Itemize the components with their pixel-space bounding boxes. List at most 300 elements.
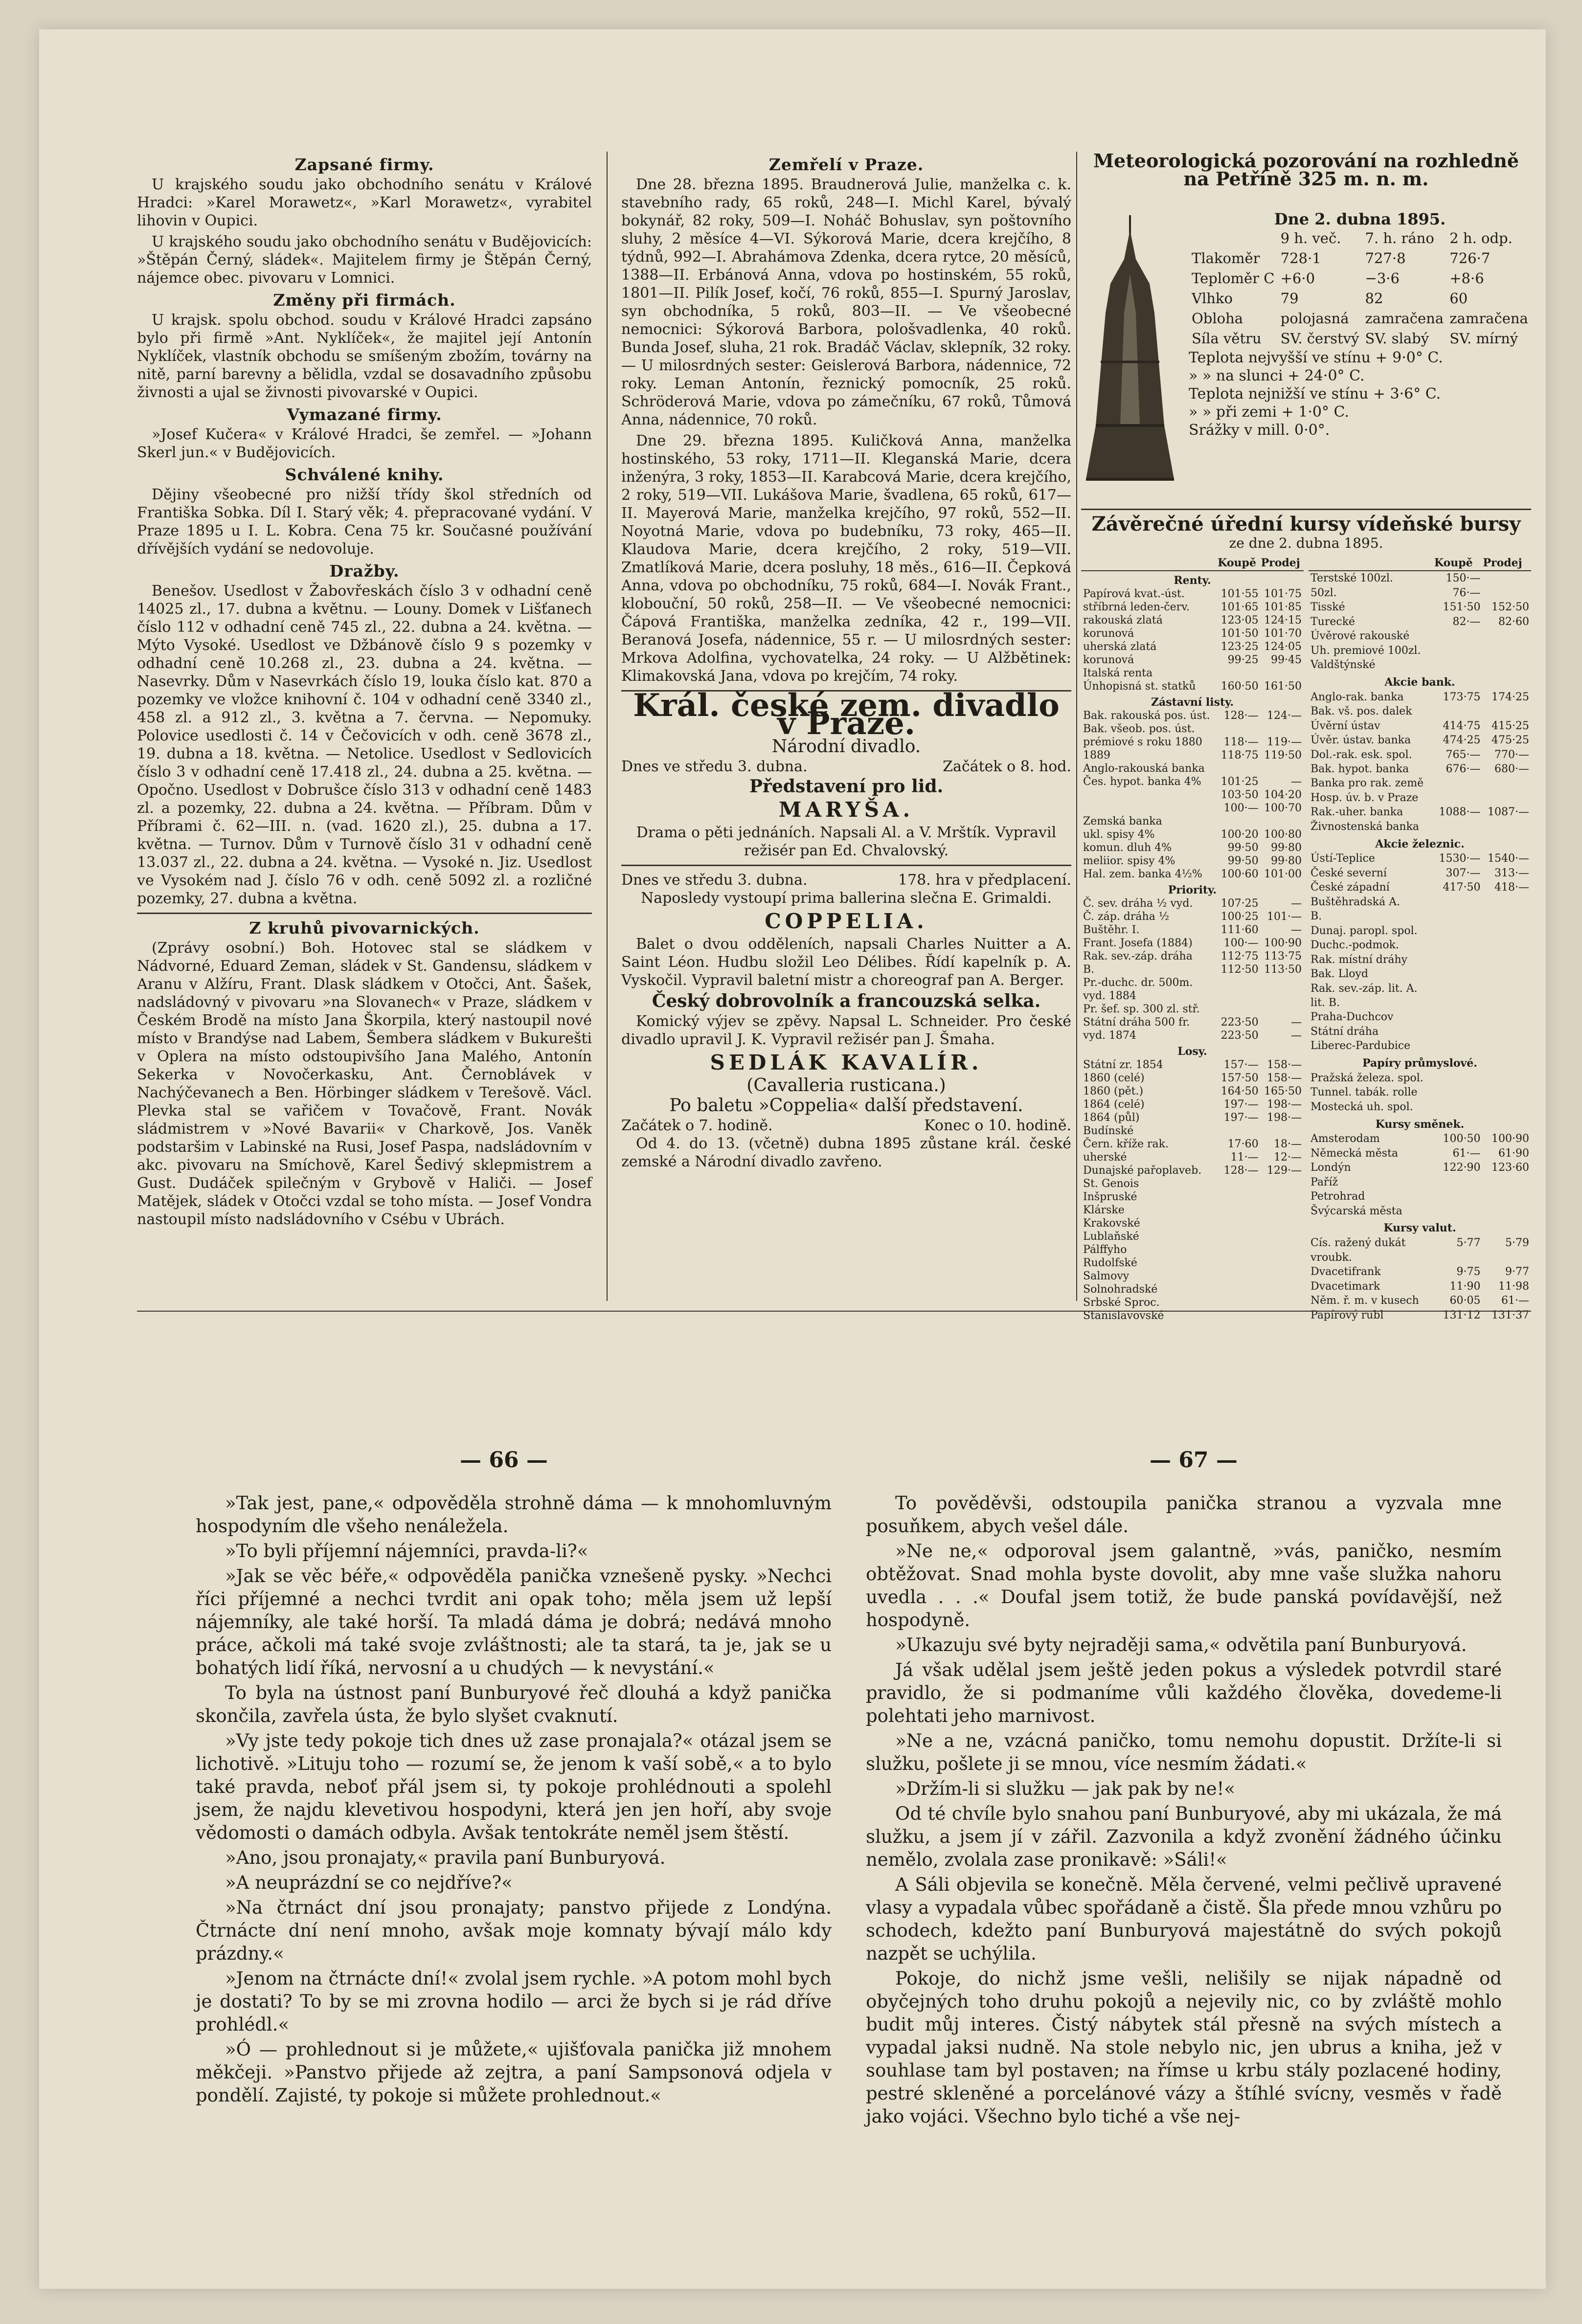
table-cell: 5·79 [1505, 1237, 1529, 1250]
table-cell: 82·— [1452, 615, 1481, 628]
table-cell [1261, 1217, 1304, 1230]
table-row [1081, 571, 1304, 587]
table-row [1081, 923, 1304, 937]
table-cell: Pr. šef. sp. 300 zl. stř. [1083, 1003, 1200, 1015]
table-cell: Salmovy [1083, 1270, 1130, 1282]
table-cell: 113·50 [1264, 963, 1302, 976]
table-cell: 165·50 [1264, 1085, 1302, 1097]
table-cell [1261, 667, 1304, 680]
table-section-heading: Akcie železnic. [1375, 837, 1465, 850]
table-row [1309, 1071, 1531, 1085]
table-cell: Dvacetimark [1311, 1280, 1380, 1293]
table-cell: 11·98 [1498, 1280, 1529, 1293]
table-cell: 223·50 [1220, 1029, 1259, 1042]
table-cell: Bak. všeob. pos. úst. [1083, 723, 1195, 735]
table-cell: 119·50 [1264, 749, 1302, 761]
table-cell: 101·25 [1220, 776, 1259, 788]
table-row [1309, 615, 1531, 629]
table-cell [1261, 1283, 1304, 1296]
table-cell [1434, 1100, 1483, 1114]
story-paragraph: »Jak se věc béře,« odpověděla panička vznešeně pysky. »Nechci říci příjemné a nechci tvrdit ani opak toho; měla jsem už lepší nájemníky, ale také horší. Ta mladá dáma je dobrá; nedává mnoho práce, ačkoli má také svoje zvláštnosti; ale ta stará, ta je, jak se u bohatých lidí říká, nervosní a u chudých — k nevystání.« [196, 1565, 832, 1678]
table-cell: Dol.-rak. esk. spol. [1311, 748, 1412, 761]
table-cell: korunová [1083, 654, 1134, 666]
table-cell: 415·25 [1492, 719, 1529, 732]
paragraph: Dne 28. března 1895. Braudnerová Julie, manželka c. k. stavebního rady, 65 roků, 248—I. Michl Karel, bývalý bokynář, 82 roky, 509—I. Noháč Bohuslav, syn poštovního sluhy, 2 měsíce 4—VI. Sýkorová Marie, dcera krejčího, 8 týdnů, 992—I. Abrahámova Zdenka, dcera rytce, 20 měsíců, 1388—II. Erbánová Anna, vdova po hostinském, 55 roků, 1801—II. Pilík Josef, kočí, 76 roků, 855—I. Spurný Jaroslav, syn obchodníka, 5 roků, 803—II. — Ve všeobecné nemocnici: Sýkorová Barbora, pološvadlenka, 40 roků. Bunda Josef, sluha, 21 rok. Bradáč Václav, sklepník, 32 roky. — U milosrdných sester: Geislerová Barbora, nádennice, 72 roky. Leman Antonín, řeznický pomocník, 25 roků. Schröderová Marie, vdova po zámečníku, 67 roků, Tůmová Anna, nádennice, 70 roků. [621, 176, 1071, 428]
table-cell [1434, 1085, 1483, 1099]
table-row [1309, 1039, 1531, 1053]
table-row [1309, 805, 1531, 819]
table-cell [1482, 820, 1531, 834]
table-cell [1261, 1177, 1304, 1190]
table-header-cell [1081, 556, 1217, 571]
story-paragraph: To pověděvši, odstoupila panička stranou a vyzvala mne posuňkem, abych vešel dále. [866, 1493, 1502, 1537]
paragraph: U krajského soudu jako obchodního senátu v Budějovicích: »Štěpán Černý, sládek«. Majitelem firmy je Štěpán Černý, nájemce obec. pivovaru v Lomnici. [137, 233, 592, 287]
table-cell: 101·85 [1264, 601, 1302, 613]
table-cell: Úvěrové rakouské [1311, 630, 1410, 643]
story-paragraph: »Na čtrnáct dní jsou pronajaty; panstvo přijede z Londýna. Čtrnácte dní není mnoho, avšak moje komnaty bývají málo kdy prázdny.« [196, 1897, 832, 1964]
table-row [1081, 775, 1304, 788]
table-cell [1434, 938, 1483, 952]
table-cell: 475·25 [1492, 734, 1529, 747]
table-row [1081, 1042, 1304, 1058]
table-cell: 101·50 [1220, 627, 1259, 640]
table-row [1309, 1100, 1531, 1114]
table-cell: 174·25 [1492, 691, 1529, 703]
table-cell: Pálffyho [1083, 1244, 1127, 1256]
play-title: MARYŠA. [778, 798, 914, 822]
table-cell: Tisské [1311, 601, 1345, 614]
theatre-subtitle: Národní divadlo. [771, 737, 921, 757]
table-cell [1482, 1204, 1531, 1218]
table-row [1081, 709, 1304, 722]
table-cell: Obloha [1192, 310, 1243, 327]
table-cell: 727·8 [1365, 250, 1406, 267]
table-cell: Rak. sev.-záp. dráha [1083, 950, 1193, 962]
table-cell [1217, 1270, 1260, 1283]
table-cell [1261, 1243, 1304, 1256]
table-cell: lit. B. [1311, 997, 1340, 1009]
table-cell: 99·80 [1271, 855, 1302, 867]
meteo-table [1189, 228, 1531, 349]
table-cell: 124·15 [1264, 614, 1302, 626]
table-cell [1434, 1039, 1483, 1053]
table-cell [1434, 776, 1483, 790]
table-cell: 99·45 [1271, 654, 1302, 666]
table-cell: 100·20 [1220, 828, 1259, 841]
table-cell: Státní dráha 500 fr. [1083, 1016, 1190, 1028]
table-cell [1482, 1010, 1531, 1024]
table-cell: 50zl. [1311, 586, 1337, 599]
table-row [1309, 1025, 1531, 1039]
table-row [1081, 1124, 1304, 1138]
table-cell [1217, 667, 1260, 680]
table-cell: Úvěrní ústav [1311, 719, 1380, 732]
table-cell [1482, 981, 1531, 995]
performance-label: Představení pro lid. [749, 776, 944, 797]
table-cell: 103·50 [1220, 789, 1259, 801]
table-cell [1434, 1010, 1483, 1024]
table-cell: — [1291, 1016, 1302, 1028]
page-number: — 67 — [1150, 1448, 1238, 1473]
table-row [1081, 1164, 1304, 1177]
table-cell: prémiové s roku 1880 [1083, 736, 1202, 748]
table-cell: 118·— [1223, 736, 1259, 748]
table-cell: Německá města [1311, 1147, 1399, 1160]
table-cell: Anglo-rakouská banka [1083, 762, 1205, 775]
table-cell: 100·90 [1264, 937, 1302, 949]
performance-day: Dnes ve středu 3. dubna. [621, 758, 808, 775]
table-cell [1261, 1230, 1304, 1243]
table-cell: komun. dluh 4% [1083, 842, 1172, 854]
table-cell: Petrohrad [1311, 1190, 1365, 1203]
story-paragraph: »To byli příjemní nájemníci, pravda-li?« [225, 1541, 588, 1562]
table-cell: 131·37 [1492, 1309, 1529, 1321]
table-row [1081, 1204, 1304, 1217]
story-paragraph: »Ne ne,« odporoval jsem galantně, »vás, paničko, nesmím obtěžovat. Snad mohla byste dovolit, aby mne vaše služka nahoru uvedla . . .« Doufal jsem totiž, že bude panská povídavější, než hospodyně. [866, 1541, 1502, 1631]
table-cell [1482, 952, 1531, 966]
table-cell [1261, 815, 1304, 828]
table-header-row [1189, 228, 1531, 248]
table-cell: 1540·— [1488, 852, 1529, 865]
table-cell: 124·— [1267, 710, 1302, 722]
table-cell: 76·— [1452, 586, 1481, 599]
table-cell: 728·1 [1280, 250, 1321, 267]
story-paragraph: »Vy jste tedy pokoje tich dnes už zase pronajala?« otázal jsem se lichotivě. »Lituju toho — rozumí se, že jenom k vaší sobě,« a to bylo také pravda, neboť přál jsem si, ty pokoje prohlédnouti a spolehl jsem, že najdu klevetivou hospodyni, která jen jen hoří, aby svoje vědomosti o damách odbyla. Avšak tentokráte neměl jsem štěstí. [196, 1730, 832, 1843]
table-row [1309, 1204, 1531, 1218]
meteo-title: Meteorologická pozorování na rozhledně na Petříně 325 m. n. m. [1093, 150, 1519, 190]
table-cell [1081, 788, 1217, 802]
table-cell: Vlhko [1192, 290, 1233, 307]
section-title: Schválené knihy. [285, 465, 444, 484]
table-row [1309, 1279, 1531, 1293]
table-row [1309, 1265, 1531, 1279]
table-cell [1482, 1100, 1531, 1114]
table-cell: 157·50 [1220, 1072, 1259, 1084]
table-row [1081, 1058, 1304, 1072]
table-cell: polojasná [1280, 310, 1349, 327]
table-row [1081, 680, 1304, 693]
table-cell: Čes. hypot. banka 4% [1083, 776, 1201, 788]
table-cell: 158·— [1267, 1072, 1302, 1084]
paragraph: (Zprávy osobní.) Boh. Hotovec stal se sládkem v Nádvorné, Eduard Zeman, sládek v St. Gandensu, sládkem v Aranu v Alžíru, Frant. Dlask sládkem v Otočci, Ant. Šašek, nadsládovný v pivovaru »na Slovanech« v Praze, sládkem v Českém Brodě na místo Jana Škorpila, který nastoupil nové místo v Brandýse nad Labem, Šembera sládkem v Bukurešti v Oplera na místo odstoupivšího Jana Malého, Antonín Sekerka v Novočerkasku, Ant. Černoblávek v Nachýčevanech a Ben. Hörbinger sládkem v Terešově. Václ. Plevka stal se vařičem v Tovačově, Frant. Novák sládmistrem v »Nové Bavarii« v Charkově, Jos. Vaněk podstaršim v Labinské na Rusi, Josef Paspa, nadsládovním v akc. pivovaru na Smíchově, Karel Šedivý sklepmistrem a Gust. Dudáček spilečným v Grybově v Haliči. — Josef Matějek, sládek v Otočci vzdal se toho místa. — Josef Vondra nastoupil místo nadsládovního v Csébu v Ubrách. [137, 939, 592, 1228]
table-cell: Č. sev. dráha ½ vyd. [1083, 897, 1193, 910]
table-cell: B. [1311, 910, 1322, 923]
table-cell [1482, 629, 1531, 643]
table-row [1081, 1283, 1304, 1296]
table-cell: 61·— [1501, 1295, 1529, 1307]
table-cell: 152·50 [1492, 601, 1529, 614]
play-title: Český dobrovolník a francouzská selka. [652, 991, 1041, 1011]
table-cell [1434, 967, 1483, 981]
table-row [1081, 937, 1304, 950]
table-cell: B. [1083, 963, 1095, 976]
table-cell: rakouská zlatá [1083, 614, 1163, 626]
table-row [1309, 571, 1531, 586]
table-cell: 164·50 [1220, 1085, 1259, 1097]
table-cell [1261, 1296, 1304, 1309]
table-row [1309, 1175, 1531, 1189]
table-row [1309, 895, 1531, 909]
bourse-title: Závěrečné úřední kursy vídeňské bursy [1091, 513, 1521, 536]
table-cell: 101·75 [1264, 588, 1302, 600]
page-number: — 66 — [460, 1448, 548, 1473]
table-row [1309, 1010, 1531, 1024]
table-cell: uherská zlatá [1083, 641, 1157, 653]
table-header-cell: 7. h. ráno [1365, 230, 1434, 246]
table-cell [1217, 722, 1260, 736]
table-cell: Cís. ražený dukát [1311, 1237, 1406, 1250]
performance-header [621, 758, 1071, 776]
table-row [1081, 1111, 1304, 1124]
table-cell [1217, 1204, 1260, 1217]
table-cell [1217, 1296, 1260, 1309]
theatre-note: Od 4. do 13. (včetně) dubna 1895 zůstane král. české zemské a Národní divadlo zavřeno. [621, 1135, 1071, 1170]
table-row [1081, 762, 1304, 775]
table-cell: 60 [1449, 290, 1468, 307]
table-section-heading: Papíry průmyslové. [1362, 1057, 1477, 1070]
table-cell: 680·— [1494, 762, 1529, 775]
table-cell [1482, 776, 1531, 790]
table-cell: Zemská banka [1083, 815, 1162, 827]
table-cell [1434, 1025, 1483, 1039]
table-cell: 123·25 [1220, 641, 1259, 653]
table-cell: 101·55 [1220, 588, 1259, 600]
table-cell: 9·75 [1456, 1266, 1481, 1278]
table-cell [1261, 762, 1304, 775]
table-cell: Něm. ř. m. v kusech [1311, 1295, 1419, 1307]
table-cell [1434, 1250, 1483, 1264]
table-row [1309, 1218, 1531, 1236]
table-row [1309, 704, 1531, 718]
table-row [1081, 1190, 1304, 1204]
paragraph: »Josef Kučera« v Králové Hradci, še zemřel. — »Johann Skerl jun.« v Budějovicích. [137, 426, 592, 461]
table-cell: 79 [1280, 290, 1299, 307]
table-cell: Buštěhr. I. [1083, 924, 1140, 936]
table-cell [1482, 791, 1531, 805]
table-cell [1261, 1256, 1304, 1270]
table-cell: 151·50 [1443, 601, 1481, 614]
table-cell: 11·90 [1449, 1280, 1481, 1293]
table-cell: Anglo-rak. banka [1311, 691, 1404, 703]
table-header-cell: Prodej [1482, 556, 1531, 571]
table-row [1309, 1250, 1531, 1264]
play-description: Drama o pěti jednáních. Napsali Al. a V. Mrštík. Vypravil režisér pan Ed. Chvalovský. [636, 824, 1057, 859]
table-header-cell: 9 h. več. [1280, 230, 1341, 246]
column-rule [1076, 152, 1077, 1301]
table-cell: 160·50 [1220, 680, 1259, 693]
table-row [1309, 586, 1531, 600]
story-paragraph: »Držím-li si služku — jak pak by ne!« [895, 1778, 1236, 1799]
play-note: Po baletu »Coppelia« další představení. [669, 1095, 1023, 1116]
table-cell: 61·90 [1498, 1147, 1529, 1160]
table-cell: 99·50 [1227, 855, 1259, 867]
table-cell: Mostecká uh. spol. [1311, 1100, 1413, 1113]
table-cell: Paříž [1311, 1176, 1338, 1188]
table-row [1309, 791, 1531, 805]
meteo-extra: » » při zemi + 1·0° C. [1189, 403, 1349, 421]
table-row [1309, 834, 1531, 851]
table-cell [1482, 967, 1531, 981]
table-row [1309, 1132, 1531, 1146]
table-cell: vyd. 1884 [1083, 990, 1136, 1002]
table-cell [1434, 704, 1483, 718]
table-cell [1434, 629, 1483, 643]
table-cell [1261, 976, 1304, 989]
table-cell [1482, 571, 1531, 586]
table-row [1081, 1177, 1304, 1190]
table-cell: Bak. Lloyd [1311, 968, 1369, 981]
table-cell [1482, 996, 1531, 1010]
newspaper-page [39, 29, 1546, 2289]
table-cell: 17·60 [1227, 1138, 1259, 1150]
table-row [1081, 868, 1304, 881]
table-cell: 173·75 [1443, 691, 1481, 703]
table-row [1309, 600, 1531, 614]
table-cell: Dunaj. paropl. spol. [1311, 924, 1418, 937]
table-cell [1217, 815, 1260, 828]
table-cell: Frant. Josefa (1884) [1083, 937, 1193, 949]
table-row [1081, 693, 1304, 709]
table-row [1309, 762, 1531, 776]
table-row [1189, 289, 1531, 309]
table-cell: 131·12 [1443, 1309, 1481, 1321]
table-cell [1217, 1217, 1260, 1230]
table-row [1309, 1114, 1531, 1132]
table-row [1081, 627, 1304, 640]
table-cell: Bak. hypot. banka [1311, 762, 1409, 775]
table-cell: Rudolfské [1083, 1257, 1137, 1269]
table-cell: 1889 [1083, 749, 1110, 761]
table-row [1081, 910, 1304, 923]
table-cell: Dunajské pařoplaveb. [1083, 1164, 1202, 1177]
table-cell: meliior. spisy 4% [1083, 855, 1175, 867]
table-row [1309, 1236, 1531, 1250]
table-cell: 99·25 [1227, 654, 1259, 666]
table-row [1309, 938, 1531, 952]
table-row [1309, 1294, 1531, 1308]
table-cell: — [1291, 1029, 1302, 1042]
table-cell: Lublaňské [1083, 1230, 1139, 1243]
table-cell [1434, 981, 1483, 995]
play-description: Balet o dvou odděleních, napsali Charles Nuitter a A. Saint Léon. Hudbu složil Leo Délibes. Řídí kapelník p. A. Vyskočil. Vypravil baletní mistr a choreograf pan A. Berger. [621, 936, 1071, 989]
table-cell: 414·75 [1443, 719, 1481, 732]
story-paragraph: A Sáli objevila se konečně. Měla červené, velmi pečlivě upravené vlasy a vypadala vůbec spořádaně a čistě. Šla přede mnou vzhůru po schodech, kdežto paní Bunburyová majestátně do svých pokojů nazpět se uchýlila. [866, 1874, 1502, 1964]
table-cell: 1860 (pět.) [1083, 1085, 1144, 1097]
table-cell: — [1291, 897, 1302, 910]
table-cell: Stanislavovské [1083, 1310, 1164, 1322]
bourse-table-left [1081, 556, 1304, 1322]
table-row [1309, 690, 1531, 704]
table-cell: +8·6 [1449, 270, 1484, 287]
table-cell [1261, 722, 1304, 736]
table-cell: 765·— [1446, 748, 1481, 761]
table-cell: České západní [1311, 881, 1390, 894]
table-row [1081, 815, 1304, 828]
table-cell: 128·— [1223, 1164, 1259, 1177]
table-row [1309, 909, 1531, 923]
table-row [1081, 841, 1304, 854]
table-cell: 1530·— [1439, 852, 1481, 865]
table-cell: Státní zr. 1854 [1083, 1059, 1163, 1071]
performance-info: 178. hra v předplacení. [898, 872, 1071, 889]
theatre-programme [621, 687, 1071, 1171]
table-cell [1482, 1039, 1531, 1053]
table-cell: 100·90 [1492, 1133, 1529, 1145]
table-cell: 119·— [1267, 736, 1302, 748]
table-row [1309, 952, 1531, 966]
table-row [1309, 820, 1531, 834]
table-cell: 100·— [1223, 937, 1259, 949]
table-cell: Č. záp. dráha ½ [1083, 911, 1170, 923]
table-cell: Čern. kříže rak. [1083, 1138, 1169, 1150]
bourse-tables [1081, 556, 1531, 1322]
performance-guest: Naposledy vystoupí prima ballerina slečna E. Grimaldi. [640, 890, 1052, 907]
meteo-date: Dne 2. dubna 1895. [1274, 210, 1446, 228]
meteo-extra: » » na slunci + 24·0° C. [1189, 367, 1365, 384]
table-cell: Dvacetifrank [1311, 1266, 1381, 1278]
table-cell: 82 [1365, 290, 1383, 307]
table-row [1309, 658, 1531, 672]
table-cell: 223·50 [1220, 1016, 1259, 1028]
table-row [1081, 963, 1304, 976]
table-row [1309, 1146, 1531, 1161]
table-cell: Amsterodam [1311, 1133, 1380, 1145]
table-cell: Liberec-Pardubice [1311, 1040, 1411, 1052]
divider [1081, 509, 1531, 510]
table-row [1081, 1243, 1304, 1256]
table-row [1309, 629, 1531, 643]
table-cell [1482, 923, 1531, 938]
table-cell [1434, 1189, 1483, 1204]
table-cell [1217, 976, 1260, 989]
table-cell [1434, 923, 1483, 938]
story-left-page [196, 1492, 832, 2109]
table-cell: ukl. spisy 4% [1083, 828, 1155, 841]
table-cell: 123·05 [1220, 614, 1259, 626]
table-cell: 418·— [1494, 881, 1529, 894]
table-row [1309, 643, 1531, 657]
table-cell: zamračena [1365, 310, 1444, 327]
table-cell: 1864 (celé) [1083, 1098, 1145, 1111]
table-cell [1261, 1270, 1304, 1283]
table-row [1309, 1053, 1531, 1071]
table-cell: 101·65 [1220, 601, 1259, 613]
table-header-row [1081, 556, 1304, 571]
table-cell [1482, 1085, 1531, 1099]
table-row [1081, 587, 1304, 601]
play-subtitle: (Cavalleria rusticana.) [746, 1075, 946, 1095]
table-cell: 1088·— [1439, 806, 1481, 819]
table-section-heading: Losy. [1177, 1045, 1207, 1058]
table-cell: vyd. 1874 [1083, 1029, 1136, 1042]
table-cell: 5·77 [1456, 1237, 1481, 1250]
table-header-cell: Koupě [1434, 556, 1483, 571]
table-row [1081, 640, 1304, 653]
table-row [1081, 1270, 1304, 1283]
table-cell: 60·05 [1449, 1295, 1481, 1307]
table-row [1081, 1098, 1304, 1111]
table-cell [1217, 1283, 1260, 1296]
table-cell: 676·— [1446, 762, 1481, 775]
bourse-table-right [1309, 556, 1531, 1322]
table-cell: 118·75 [1220, 749, 1259, 761]
table-cell: 104·20 [1264, 789, 1302, 801]
table-row [1189, 309, 1531, 329]
table-cell [1482, 704, 1531, 718]
table-cell: 128·— [1223, 710, 1259, 722]
table-cell: 101·— [1267, 911, 1302, 923]
table-cell: Papírový rubl [1311, 1309, 1384, 1321]
